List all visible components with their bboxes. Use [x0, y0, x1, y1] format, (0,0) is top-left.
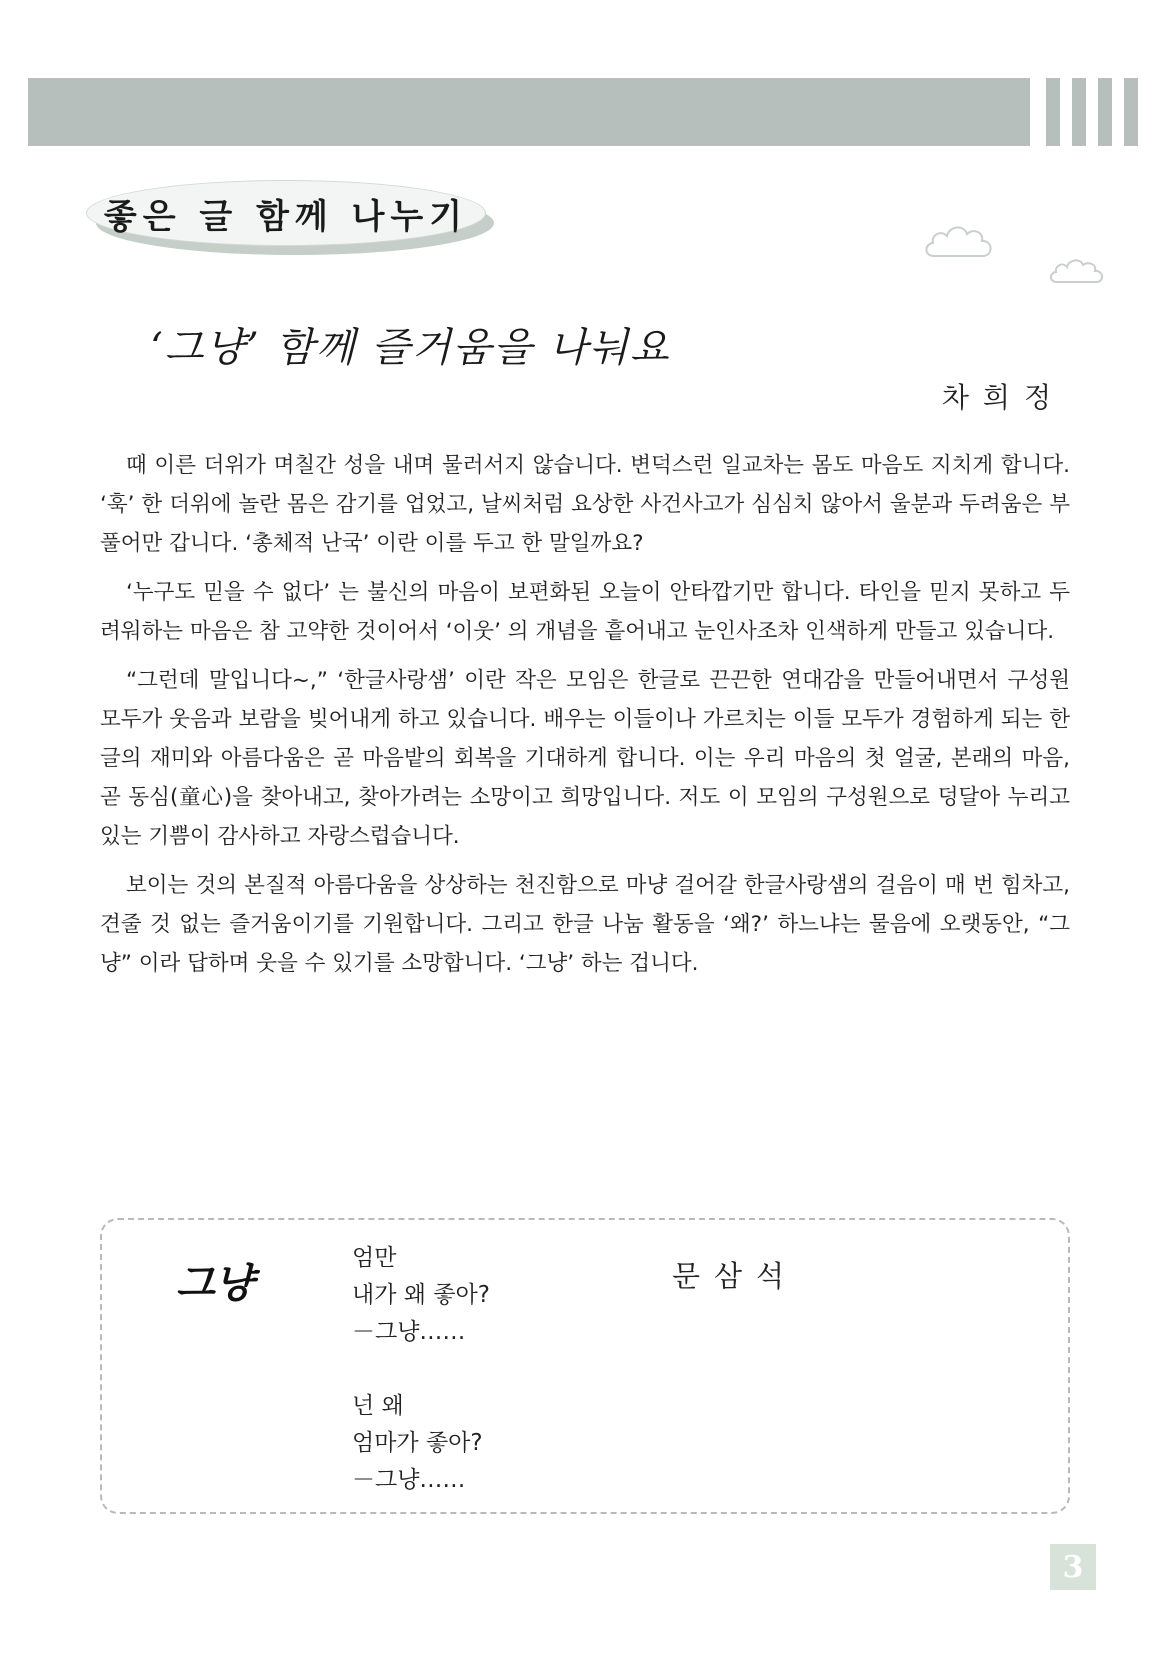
- poem-line: [352, 1351, 490, 1388]
- article-paragraph: 보이는 것의 본질적 아름다움을 상상하는 천진함으로 마냥 걸어갈 한글사랑샘의 걸음이 매 번 힘차고, 견줄 것 없는 즐거움이기를 기원합니다. 그리고 한글 나눔 활동을 ‘왜?’ 하느냐는 물음에 오랫동안, “그냥” 이라 답하며 웃을 수 있기를 소망합니다. ‘그냥’ 하는 겁니다.: [100, 873, 1070, 976]
- article-author: 차희정: [941, 381, 1065, 414]
- poem-lines: [352, 1240, 490, 1499]
- poem-line: 내가 왜 좋아?: [352, 1282, 490, 1308]
- poem-author: 문삼석: [672, 1259, 799, 1293]
- article-paragraph: ‘누구도 믿을 수 없다’ 는 불신의 마음이 보편화된 오늘이 안타깝기만 합니다. 타인을 믿지 못하고 두려워하는 마음은 참 고약한 것이어서 ‘이웃’ 의 개념을 흩어내고 눈인사조차 인색하게 만들고 있습니다.: [100, 580, 1070, 644]
- cloud-icon: [1046, 252, 1108, 290]
- header-stripe: [1098, 78, 1112, 146]
- poem-line: 넌 왜: [352, 1393, 404, 1419]
- cloud-icon: [920, 218, 998, 266]
- header-stripe: [1072, 78, 1086, 146]
- poem-line: －그냥……: [352, 1467, 466, 1493]
- page-number: 3: [1050, 1544, 1096, 1590]
- header-bar: [28, 78, 1030, 146]
- section-heading: 좋은 글 함께 나누기: [86, 180, 486, 246]
- article-title: ‘그냥’ 함께 즐거움을 나눠요: [150, 325, 671, 371]
- article-paragraph: “그런데 말입니다~,” ‘한글사랑샘’ 이란 작은 모임은 한글로 끈끈한 연대감을 만들어내면서 구성원 모두가 웃음과 보람을 빚어내게 하고 있습니다. 배우는 이들이나 가르치는 이들 모두가 경험하게 되는 한글의 재미와 아름다움은 곧 마음밭의 회복을 기대하게 합니다. 이는 우리 마음의 첫 얼굴, 본래의 마음, 곧 동심(童心)을 찾아내고, 찾아가려는 소망이고 희망입니다. 저도 이 모임의 구성원으로 덩달아 누리고 있는 기쁨이 감사하고 자랑스럽습니다.: [100, 668, 1070, 849]
- poem-title: 그냥: [176, 1260, 254, 1307]
- poem-box: [100, 1218, 1070, 1514]
- article-paragraph: 때 이른 더위가 며칠간 성을 내며 물러서지 않습니다. 변덕스런 일교차는 몸도 마음도 지치게 합니다. ‘훅’ 한 더위에 놀란 몸은 감기를 업었고, 날씨처럼 요상한 사건사고가 심심치 않아서 울분과 두려움은 부풀어만 갑니다. ‘총체적 난국’ 이란 이를 두고 한 말일까요?: [100, 453, 1070, 556]
- poem-line: 엄마가 좋아?: [352, 1430, 483, 1456]
- article-body: [100, 446, 1070, 993]
- poem-line: －그냥……: [352, 1319, 466, 1345]
- header-stripe: [1124, 78, 1138, 146]
- poem-line: 엄만: [352, 1245, 397, 1271]
- header-stripe: [1046, 78, 1060, 146]
